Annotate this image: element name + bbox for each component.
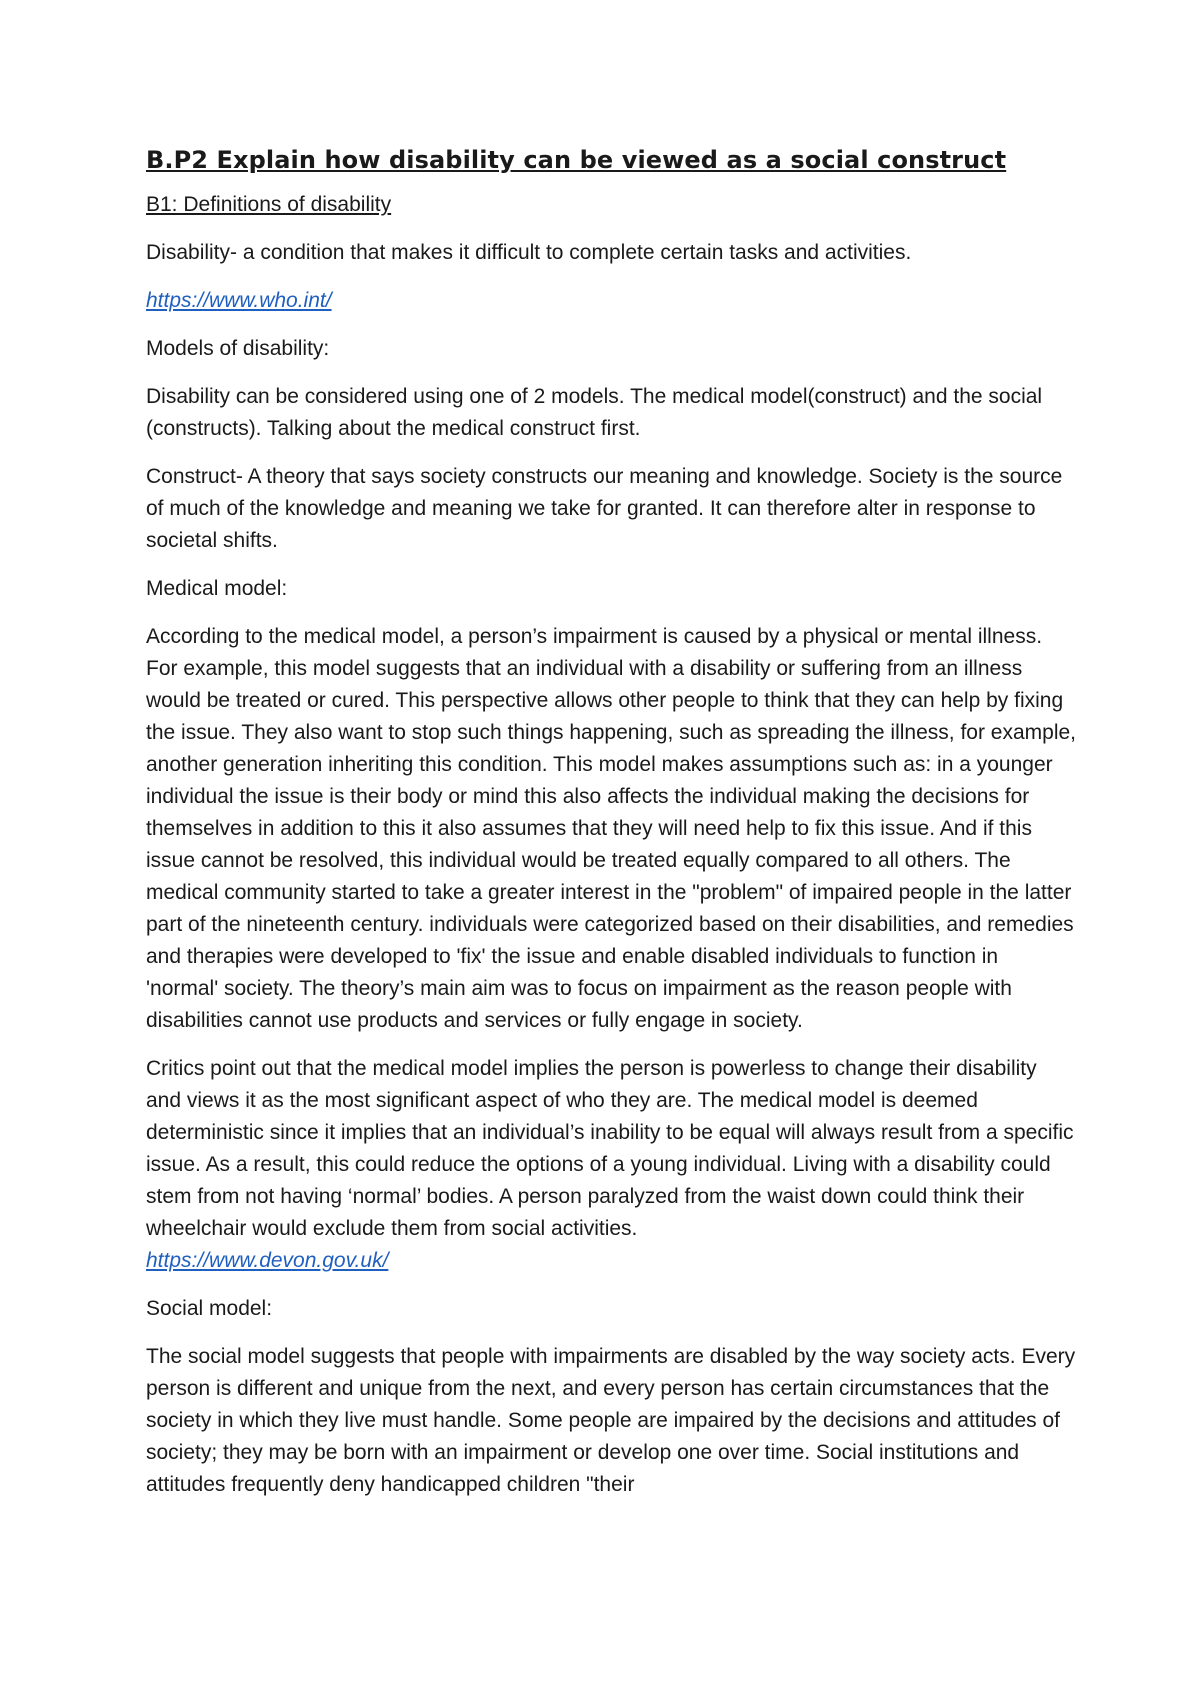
- social-model-heading: Social model:: [146, 1297, 273, 1320]
- disability-definition: Disability- a condition that makes it difficult to complete certain tasks and activities.: [146, 241, 912, 264]
- who-link[interactable]: https://www.who.int/: [146, 289, 332, 312]
- medical-model-paragraph: According to the medical model, a person’s impairment is caused by a physical or mental illness. For example, this model suggests that an individual with a disability or suffering from an illness would be treated or cured. This perspective allows other people to think that they can help by fixing the issue. They also want to stop such things happening, such as spreading the illness, for example, another generation inheriting this condition. This model makes assumptions such as: in a younger individual the issue is their body or mind this also affects the individual making the decisions for themselves in addition to this it also assumes that they will need help to fix this issue. And if this issue cannot be resolved, this individual would be treated equally compared to all others. The medical community started to take a greater interest in the "problem" of impaired people in the latter part of the nineteenth century. individuals were categorized based on their disabilities, and remedies and therapies were developed to 'fix' the issue and enable disabled individuals to function in 'normal' society. The theory’s main aim was to focus on impairment as the reason people with disabilities cannot use products and services or fully engage in society.: [146, 625, 1076, 1032]
- devon-link[interactable]: https://www.devon.gov.uk/: [146, 1249, 389, 1272]
- who-link-paragraph: [146, 285, 1076, 317]
- social-model-paragraph: The social model suggests that people with impairments are disabled by the way society acts. Every person is different and unique from the next, and every person has certain circumstances that the society in which they live must handle. Some people are impaired by the decisions and attitudes of society; they may be born with an impairment or develop one over time. Social institutions and attitudes frequently deny handicapped children "their: [146, 1345, 1076, 1496]
- construct-definition-paragraph: Construct- A theory that says society constructs our meaning and knowledge. Society is the source of much of the knowledge and meaning we take for granted. It can therefore alter in response to societal shifts.: [146, 465, 1063, 552]
- document-body: [146, 144, 1076, 1517]
- critics-text: Critics point out that the medical model implies the person is powerless to change their disability and views it as the most significant aspect of who they are. The medical model is deemed deterministic since it implies that an individual’s inability to be equal will always result from a specific issue. As a result, this could reduce the options of a young individual. Living with a disability could stem from not having ‘normal’ bodies. A person paralyzed from the waist down could think their wheelchair would exclude them from social activities.: [146, 1057, 1074, 1240]
- medical-model-heading: Medical model:: [146, 577, 288, 600]
- models-heading: Models of disability:: [146, 337, 330, 360]
- document-title: B.P2 Explain how disability can be viewed as a social construct: [146, 146, 1007, 174]
- section-heading: B1: Definitions of disability: [146, 193, 392, 216]
- models-intro-paragraph: Disability can be considered using one of 2 models. The medical model(construct) and the social (constructs). Talking about the medical construct first.: [146, 385, 1043, 440]
- critics-paragraph: [146, 1053, 1076, 1277]
